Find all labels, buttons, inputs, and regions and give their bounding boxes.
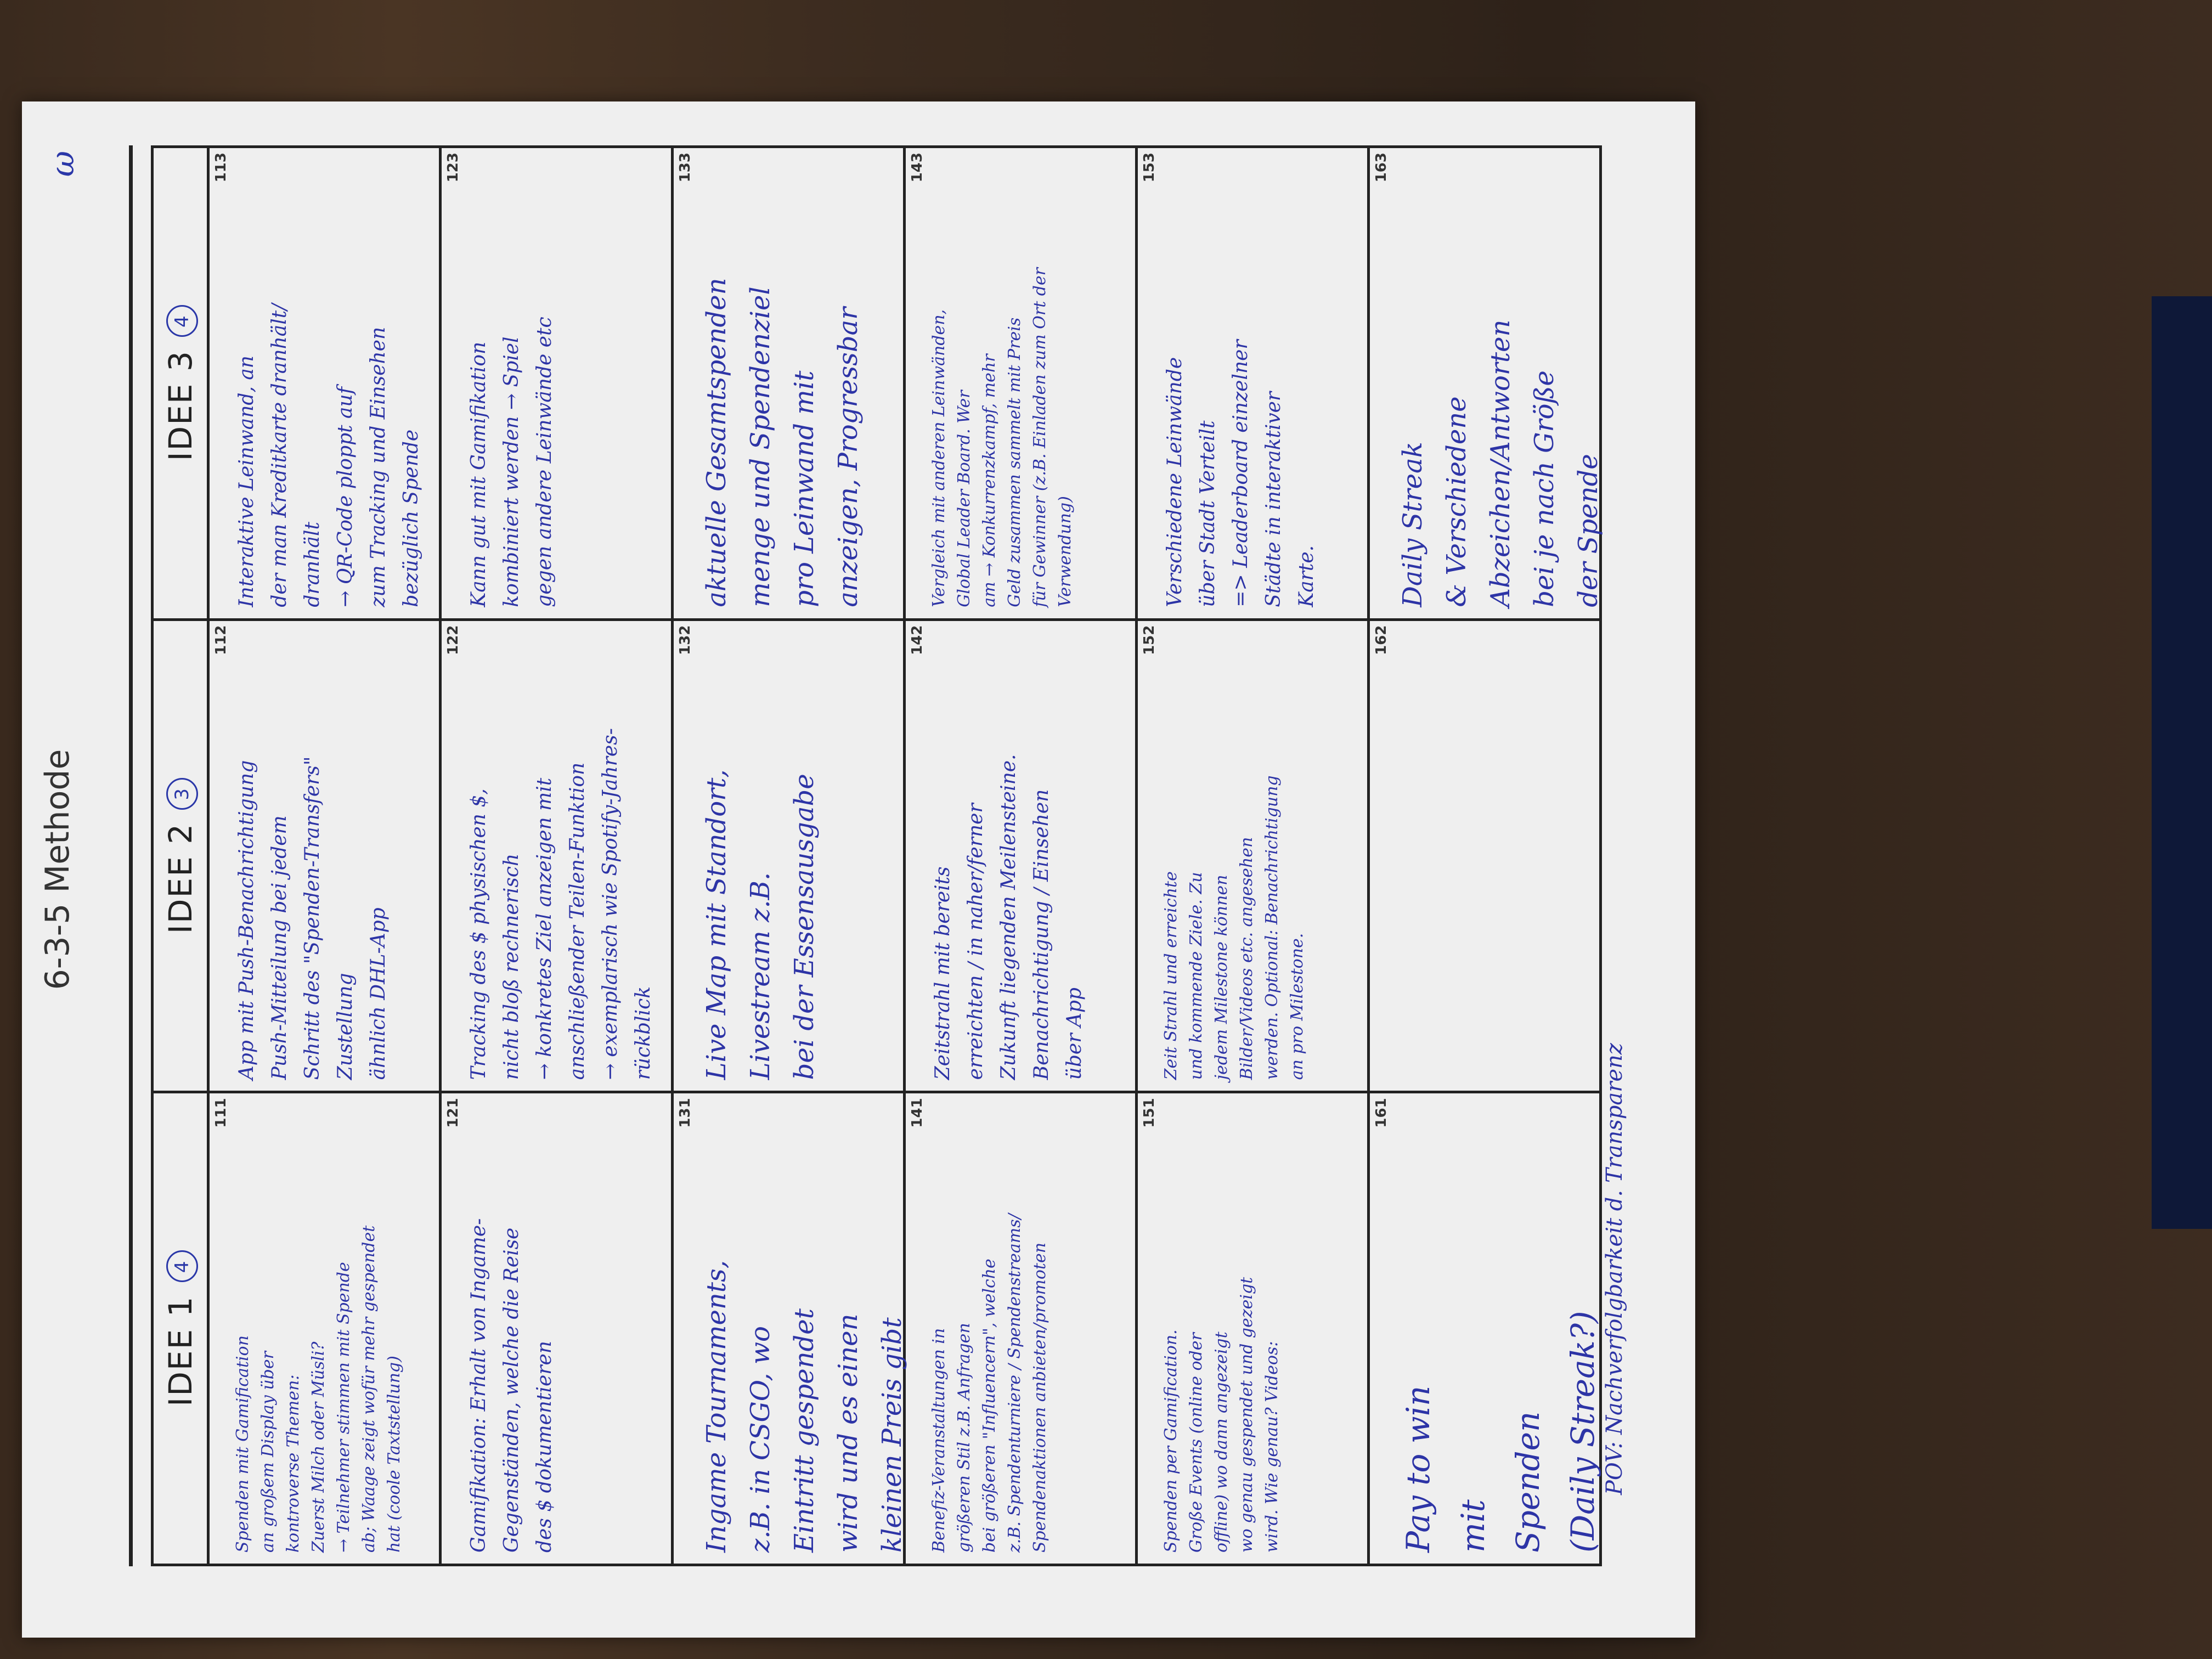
cell-162 xyxy=(1369,619,1601,1092)
cell-number: 163 xyxy=(1373,153,1390,183)
cell-163 xyxy=(1369,147,1604,620)
cell-handwriting: Interaktive Leinwand, an der man Kreditkarte dranhält/ dranhält → QR-Code ploppt auf zum Tracking und Einsehen bezüglich Spende xyxy=(235,303,422,607)
circled-number: 4 xyxy=(166,305,198,337)
cell-handwriting: App mit Push-Benachrichtigung Push-Mitteilung bei jedem Schritt des "Spenden-Transfers" Zustellung ähnlich DHL-App xyxy=(235,756,390,1080)
cell-122 xyxy=(441,619,673,1092)
cell-handwriting xyxy=(1391,645,1594,1080)
cell-142 xyxy=(905,619,1137,1092)
cell-161 xyxy=(1369,1092,1601,1565)
cell-handwriting: Kann gut mit Gamifikation kombiniert werden → Spiel gegen andere Leinwände etc xyxy=(467,317,556,607)
paper-sheet xyxy=(22,101,1695,1638)
cell-handwriting: Vergleich mit anderen Leinwänden, Global Leader Board. Wer am → Konkurrenzkampf, mehr Geld zusammen sammelt mit Preis für Gewinner (z.B. Einladen zum Ort der Verwendung) xyxy=(929,267,1075,607)
cell-112 xyxy=(208,619,441,1092)
footer-note xyxy=(1602,977,1627,1495)
cell-number: 131 xyxy=(677,1098,693,1128)
cell-handwriting: Live Map mit Standort, Livestream z.B. bei der Essensausgabe xyxy=(701,769,820,1080)
grid-row-4 xyxy=(905,147,1137,1565)
grid-row-5 xyxy=(1137,147,1369,1565)
grid-row-6 xyxy=(1369,147,1601,1565)
cell-handwriting: Zeitstrahl mit bereits erreichten / in naher/ferner Zukunft liegenden Meilensteine. Benachrichtigung / Einsehen über App xyxy=(932,754,1086,1080)
cell-handwriting: Zeit Strahl und erreichte und kommende Ziele. Zu jedem Milestone können Bilder/Videos etc. angesehen werden. Optional: Benachrichtigung an pro Milestone. xyxy=(1161,775,1307,1080)
cell-121 xyxy=(441,1092,673,1565)
grid-row-1 xyxy=(208,147,441,1565)
cell-handwriting: Gamifikation: Erhalt von Ingame- Gegenständen, welche die Reise des $ dokumentieren xyxy=(467,1218,556,1553)
circled-number: 3 xyxy=(166,778,198,810)
cell-143 xyxy=(905,147,1137,620)
cell-number: 132 xyxy=(677,625,693,655)
header-idee-2: IDEE 23 xyxy=(153,619,208,1092)
cell-handwriting: Spenden mit Gamification an großem Display über kontroverse Themen: Zuerst Milch oder Müsli? → Teilnehmer stimmen mit Spende ab; Waage zeigt wofür mehr gespendet hat (coole Taxtstellung) xyxy=(233,1225,404,1553)
header-idee-3: IDEE 34 xyxy=(153,147,208,620)
cell-number: 142 xyxy=(909,625,926,655)
cell-152 xyxy=(1137,619,1369,1092)
cell-number: 112 xyxy=(213,625,229,655)
corner-mark: ω xyxy=(44,151,81,177)
grid-row-3 xyxy=(673,147,905,1565)
cell-handwriting: Tracking des $ physischen $, nicht bloß rechnerisch → konkretes Ziel anzeigen mit anschließender Teilen-Funktion → exemplarisch wie Spotify-Jahres- rückblick xyxy=(467,728,654,1080)
cell-number: 133 xyxy=(677,153,693,183)
cell-number: 113 xyxy=(213,153,229,183)
circled-number: 4 xyxy=(166,1250,198,1282)
cell-number: 121 xyxy=(445,1098,461,1128)
cell-number: 151 xyxy=(1141,1098,1158,1128)
cell-111 xyxy=(208,1092,441,1565)
grid-row-2 xyxy=(441,147,673,1565)
cell-131 xyxy=(673,1092,905,1565)
cell-number: 122 xyxy=(445,625,461,655)
cell-151 xyxy=(1137,1092,1369,1565)
method-grid xyxy=(151,145,1602,1566)
cell-141 xyxy=(905,1092,1137,1565)
background-dark-fabric xyxy=(2152,296,2212,1229)
cell-handwriting: Ingame Tournaments, z.B. in CSGO, wo Eintritt gespendet wird und es einen kleinen Preis gibt xyxy=(701,1260,907,1553)
cell-123 xyxy=(441,147,673,620)
cell-handwriting: Benefiz-Veranstaltungen in größeren Stil z.B. Anfragen bei größeren "Influencern", welche z.B. Spendenturniere / Spendenstreams/ Spendenaktionen anbieten/promoten xyxy=(929,1214,1049,1553)
cell-handwriting: aktuelle Gesamtspenden menge und Spendenziel pro Leinwand mit anzeigen, Progressbar xyxy=(701,278,864,607)
cell-handwriting: Verschiedene Leinwände über Stadt Verteilt => Leaderboard einzelner Städte in interaktiver Karte. xyxy=(1164,340,1318,607)
cell-133 xyxy=(673,147,905,620)
cell-number: 161 xyxy=(1373,1098,1390,1128)
cell-handwriting: Daily Streak & Verschiedene Abzeichen/Antworten bei je nach Größe der Spende xyxy=(1397,319,1604,607)
cell-number: 111 xyxy=(213,1098,229,1128)
cell-number: 123 xyxy=(445,153,461,183)
title-rule xyxy=(129,145,133,1566)
page-title: 6-3-5 Methode xyxy=(38,749,77,990)
header-row xyxy=(153,147,208,1565)
cell-number: 141 xyxy=(909,1098,926,1128)
cell-handwriting: Pay to win mit Spenden (Daily Streak?) xyxy=(1400,1311,1601,1553)
cell-113 xyxy=(208,147,441,620)
footer-pov-text: POV: Nachverfolgbarkeit d. Transparenz xyxy=(1602,1043,1627,1495)
cell-153 xyxy=(1137,147,1369,620)
worksheet xyxy=(22,101,1695,1638)
cell-number: 153 xyxy=(1141,153,1158,183)
cell-handwriting: Spenden per Gamification. Große Events (online oder offline) wo dann angezeigt wo genau gespendet und gezeigt wird. Wie genau? Videos: xyxy=(1161,1277,1282,1553)
cell-number: 162 xyxy=(1373,625,1390,655)
cell-number: 152 xyxy=(1141,625,1158,655)
cell-number: 143 xyxy=(909,153,926,183)
header-idee-1: IDEE 14 xyxy=(153,1092,208,1565)
cell-132 xyxy=(673,619,905,1092)
